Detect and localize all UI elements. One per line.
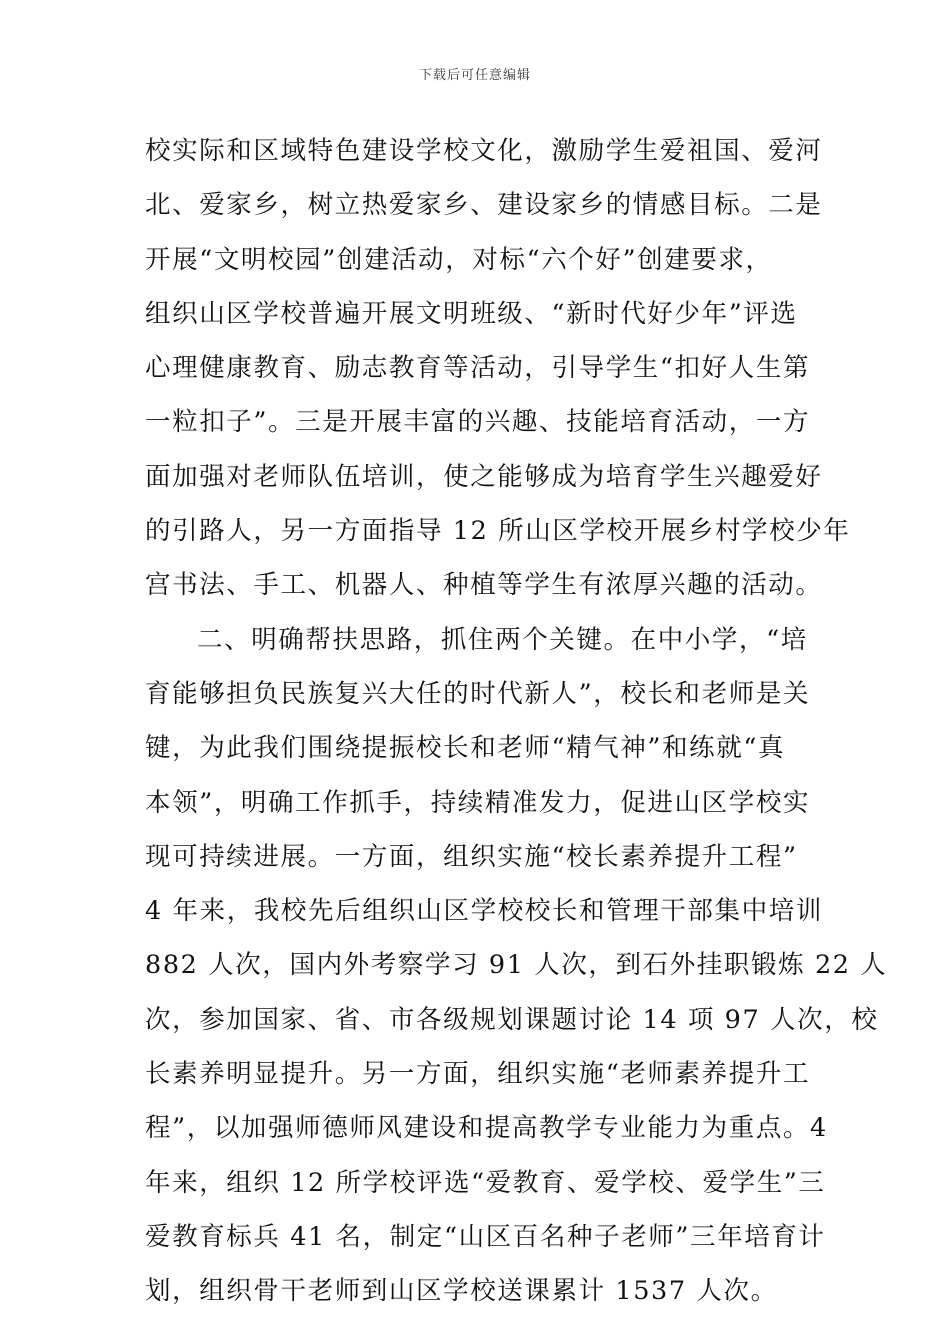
text-line: 组织山区学校普遍开展文明班级、“新时代好少年”评选: [145, 298, 798, 329]
text-line: 宫书法、手工、机器人、种植等学生有浓厚兴趣的活动。: [145, 570, 823, 601]
text-line: 现可持续进展。一方面，组织实施“校长素养提升工程”: [145, 841, 798, 872]
text-line: 划，组织骨干老师到山区学校送课累计 1537 人次。: [145, 1276, 778, 1307]
text-line: 年来，组织 12 所学校评选“爱教育、爱学校、爱学生”三: [145, 1167, 826, 1198]
text-line: 开展“文明校园”创建活动，对标“六个好”创建要求，: [145, 244, 773, 275]
text-line: 4 年来，我校先后组织山区学校校长和管理干部集中培训: [145, 896, 823, 927]
section-heading-line: 二、明确帮扶思路，抓住两个关键。在中小学，“培: [197, 624, 808, 655]
page-header: 下载后可任意编辑: [418, 68, 531, 83]
document-body: [145, 124, 888, 1319]
text-line: 的引路人，另一方面指导 12 所山区学校开展乡村学校少年: [145, 516, 851, 547]
text-line: 键，为此我们围绕提振校长和老师“精气神”和练就“真: [145, 733, 786, 764]
text-line: 北、爱家乡，树立热爱家乡、建设家乡的情感目标。二是: [145, 190, 823, 221]
text-line: 育能够担负民族复兴大任的时代新人”，校长和老师是关: [145, 678, 811, 709]
text-line: 882 人次，国内外考察学习 91 人次，到石外挂职锻炼 22 人: [145, 950, 888, 981]
text-line: 面加强对老师队伍培训，使之能够成为培育学生兴趣爱好: [145, 461, 823, 492]
text-line: 一粒扣子”。三是开展丰富的兴趣、技能培育活动，一方: [145, 407, 811, 438]
text-line: 程”，以加强师德师风建设和提高教学专业能力为重点。4: [145, 1113, 828, 1144]
text-line: 长素养明显提升。另一方面，组织实施“老师素养提升工: [145, 1059, 811, 1090]
text-line: 校实际和区域特色建设学校文化，激励学生爱祖国、爱河: [145, 136, 823, 166]
text-line: 次，参加国家、省、市各级规划课题讨论 14 项 97 人次，校: [145, 1004, 879, 1035]
text-line: 本领”，明确工作抓手，持续精准发力，促进山区学校实: [145, 787, 811, 818]
text-line: 心理健康教育、励志教育等活动，引导学生“扣好人生第: [145, 353, 811, 384]
text-line: 爱教育标兵 41 名，制定“山区百名种子老师”三年培育计: [145, 1221, 826, 1252]
